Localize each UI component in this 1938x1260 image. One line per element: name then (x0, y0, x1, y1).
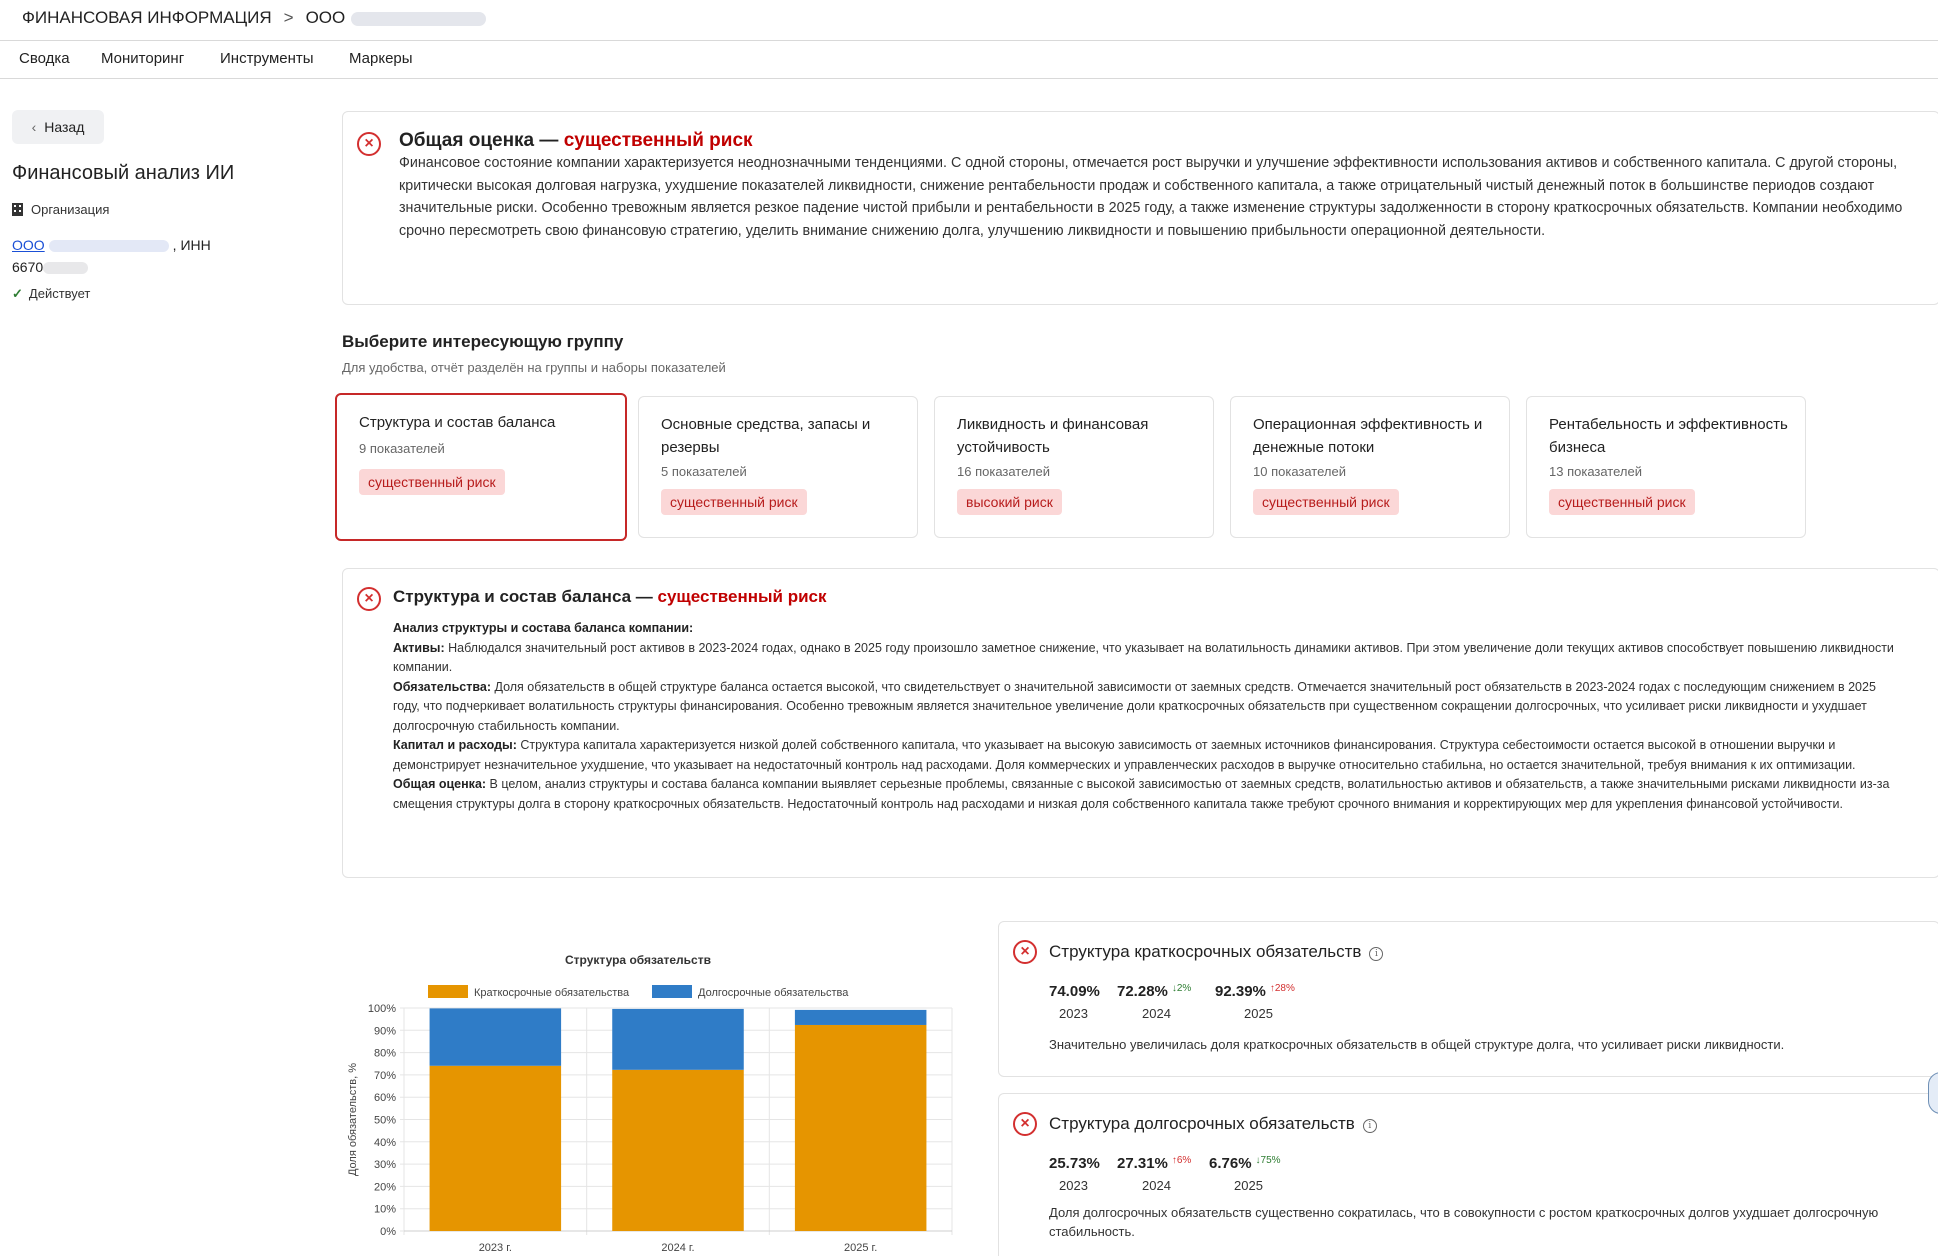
paragraph-label: Капитал и расходы: (393, 738, 517, 752)
group-card-count: 9 показателей (359, 441, 445, 456)
metric-delta: ↑28% (1269, 983, 1295, 994)
risk-x-icon: × (1013, 940, 1037, 964)
metric-value-text: 27.31% (1117, 1155, 1168, 1172)
group-card-title: Рентабельность и эффективность бизнеса (1549, 416, 1788, 456)
overall-title-prefix: Общая оценка — (399, 130, 564, 151)
legend-swatch (428, 985, 468, 998)
paragraph-text: Доля обязательств в общей структуре баланса остается высокой, что свидетельствует о значительной зависимости от заемных средств. Отмечается значительный рост обязательств в 2023-2024 годах с последующим снижением в 2025 году, что подчеркивает волатильность структуры финансирования. Особенно тревожным является значительное увеличение доли краткосрочных обязательств при существенном сокращении долгосрочных, что усиливает риски ликвидности и ухудшает долгосрочную стабильность компании. (393, 679, 1876, 733)
metric-value-text: 92.39% (1215, 983, 1266, 1000)
paragraph-label: Активы: (393, 640, 445, 655)
group-card-risk-badge: существенный риск (1549, 489, 1695, 515)
metric-card-short-term (998, 921, 1938, 1077)
x-tick-label: 2024 г. (661, 1242, 695, 1254)
breadcrumb (22, 8, 486, 28)
building-icon (12, 203, 23, 216)
legend-label: Краткосрочные обязательства (474, 987, 630, 999)
risk-x-icon: × (357, 587, 381, 611)
overall-assessment-title (399, 130, 753, 152)
group-card-risk-badge: существенный риск (359, 469, 505, 495)
tab-monitoring[interactable]: Мониторинг (101, 50, 185, 67)
y-tick-label: 20% (373, 1181, 396, 1194)
bar-segment (612, 1009, 744, 1070)
y-tick-label: 80% (373, 1047, 396, 1060)
tab-markers[interactable]: Маркеры (349, 50, 413, 67)
detail-paragraph-capital (393, 736, 1905, 775)
metric-value (1117, 1155, 1191, 1172)
tab-summary[interactable]: Сводка (19, 50, 70, 67)
legend-swatch (652, 985, 692, 998)
y-tick-label: 60% (373, 1092, 396, 1105)
group-card-risk-badge: высокий риск (957, 489, 1062, 515)
inn-prefix: 6670 (12, 259, 44, 275)
metric-value (1049, 1155, 1100, 1172)
group-card-count: 13 показателей (1549, 464, 1642, 479)
y-axis-label: Доля обязательств, % (347, 1062, 359, 1177)
chart-svg (342, 944, 962, 1255)
group-card-balance-structure[interactable] (335, 393, 627, 541)
paragraph-label: Обязательства: (393, 679, 491, 694)
metric-year: 2025 (1234, 1178, 1263, 1193)
group-card-operational-efficiency[interactable] (1230, 396, 1510, 538)
metric-title (1049, 942, 1383, 962)
metric-year: 2023 (1059, 1006, 1088, 1021)
detail-text (393, 619, 1905, 814)
group-card-liquidity[interactable] (934, 396, 1214, 538)
metric-year: 2023 (1059, 1178, 1088, 1193)
group-card-risk-badge: существенный риск (661, 489, 807, 515)
metric-year: 2024 (1142, 1006, 1171, 1021)
group-card-title: Операционная эффективность и денежные потоки (1253, 416, 1483, 456)
org-type (12, 202, 109, 217)
check-icon: ✓ (12, 286, 23, 301)
x-tick-label: 2023 г. (478, 1242, 512, 1254)
metric-description: Доля долгосрочных обязательств существенно сократилась, что в совокупности с ростом краткосрочных долгов ухудшает долгосрочную стабильность. (1049, 1205, 1879, 1239)
metric-value (1049, 983, 1100, 1000)
main-tabs (0, 40, 1938, 79)
metric-title (1049, 1114, 1377, 1134)
top-bar (0, 0, 1938, 41)
x-tick-label: 2025 г. (844, 1242, 878, 1254)
paragraph-text: Наблюдался значительный рост активов в 2023-2024 годах, однако в 2025 году произошло заметное снижение, что указывает на волатильность динамики активов. При этом увеличение доли текущих активов способствует повышению ликвидности компании. (393, 640, 1894, 674)
status-badge (12, 286, 90, 302)
redacted-inn (43, 262, 88, 274)
bar-segment (430, 1066, 562, 1231)
overall-risk-level: существенный риск (563, 130, 753, 151)
group-card-title: Ликвидность и финансовая устойчивость (957, 416, 1149, 456)
floating-action-button[interactable] (1928, 1072, 1938, 1114)
detail-paragraph-overall (393, 775, 1905, 814)
breadcrumb-section[interactable]: ФИНАНСОВАЯ ИНФОРМАЦИЯ (22, 8, 272, 27)
org-label: Организация (31, 202, 110, 217)
overall-assessment-card (342, 111, 1938, 305)
detail-paragraph-assets (393, 639, 1905, 678)
status-text: Действует (28, 286, 91, 301)
group-card-risk-badge: существенный риск (1253, 489, 1399, 515)
redacted-company-name (351, 12, 486, 26)
breadcrumb-separator: > (283, 8, 294, 27)
y-tick-label: 40% (373, 1136, 396, 1149)
risk-x-icon: × (1013, 1112, 1037, 1136)
group-card-title: Основные средства, запасы и резервы (661, 416, 871, 456)
chart-title: Структура обязательств (565, 953, 711, 967)
paragraph-text: Структура капитала характеризуется низкой долей собственного капитала, что указывает на высокую зависимость от заемных источников финансирования. Структура себестоимости остается высокой в отношении выручки и демонстрирует незначительное ухудшение, что указывает на недостаточный контроль над расходами. Доля коммерческих и управленческих расходов в выручке относительно стабильна, но остается значительной, требуя внимания к их оптимизации. (393, 738, 1856, 772)
metric-value-text: 6.76% (1209, 1155, 1252, 1172)
metric-delta: ↓75% (1255, 1155, 1281, 1166)
y-tick-label: 70% (373, 1069, 396, 1082)
back-label: Назад (44, 119, 85, 135)
breadcrumb-company: ООО (305, 8, 346, 27)
y-tick-label: 0% (380, 1226, 396, 1238)
y-tick-label: 100% (367, 1003, 396, 1015)
company-link[interactable]: ООО (12, 237, 45, 253)
metric-delta: ↑6% (1171, 1155, 1192, 1166)
metric-value-text: 74.09% (1049, 983, 1100, 1000)
group-card-fixed-assets[interactable] (638, 396, 918, 538)
group-card-count: 16 показателей (957, 464, 1050, 479)
detail-risk-level: существенный риск (657, 587, 827, 606)
metric-value (1215, 983, 1295, 1000)
metric-year: 2024 (1142, 1178, 1171, 1193)
group-card-profitability[interactable] (1526, 396, 1806, 538)
paragraph-label: Общая оценка: (393, 777, 487, 791)
back-button[interactable] (12, 110, 104, 144)
y-tick-label: 30% (373, 1159, 396, 1172)
paragraph-text: В целом, анализ структуры и состава баланса компании выявляет серьезные проблемы, связанные с высокой зависимостью от заемных средств, волатильностью активов и обязательств, а также значительными рисками ликвидности из-за смещения структуры долга в сторону краткосрочных обязательств. Недостаточный контроль над расходами и низкая доля собственного капитала также требуют срочного внимания и корректирующих мер для укрепления финансовой устойчивости. (393, 777, 1890, 811)
detail-paragraph-liabilities (393, 678, 1905, 737)
group-heading: Выберите интересующую группу (342, 332, 624, 351)
redacted-company-name (49, 240, 169, 252)
group-card-title: Структура и состав баланса (359, 414, 556, 431)
liabilities-structure-chart (342, 944, 962, 1255)
sidebar-title: Финансовый анализ ИИ (12, 162, 235, 184)
metric-value (1117, 983, 1191, 1000)
company-info (12, 234, 312, 278)
detail-title-prefix: Структура и состав баланса — (393, 587, 658, 606)
metric-value (1209, 1155, 1281, 1172)
bar-segment (795, 1010, 927, 1025)
legend-label: Долгосрочные обязательства (698, 987, 849, 999)
metric-value-text: 25.73% (1049, 1155, 1100, 1172)
y-tick-label: 10% (373, 1203, 396, 1216)
bar-segment (795, 1025, 927, 1231)
group-subheading: Для удобства, отчёт разделён на группы и наборы показателей (342, 360, 726, 375)
detail-intro: Анализ структуры и состава баланса компании: (393, 621, 694, 635)
bar-segment (612, 1070, 744, 1231)
chevron-left-icon: ‹ (31, 119, 37, 135)
metric-delta: ↓2% (1171, 983, 1192, 994)
group-card-count: 10 показателей (1253, 464, 1346, 479)
metric-title-text: Структура краткосрочных обязательств (1049, 942, 1362, 961)
metric-card-long-term (998, 1093, 1938, 1256)
info-icon[interactable]: i (1369, 947, 1383, 961)
metric-value-text: 72.28% (1117, 983, 1168, 1000)
metric-year: 2025 (1244, 1006, 1273, 1021)
metric-description: Значительно увеличилась доля краткосрочных обязательств в общей структуре долга, что усиливает риски ликвидности. (1049, 1037, 1785, 1052)
info-icon[interactable]: i (1363, 1119, 1377, 1133)
y-tick-label: 50% (373, 1114, 396, 1127)
tab-tools[interactable]: Инструменты (220, 50, 314, 67)
balance-structure-detail-card (342, 568, 1938, 878)
bar-segment (430, 1008, 562, 1065)
group-card-count: 5 показателей (661, 464, 747, 479)
risk-x-icon: × (357, 132, 381, 156)
detail-title (393, 587, 827, 607)
inn-label: , ИНН (172, 237, 211, 253)
overall-assessment-text: Финансовое состояние компании характеризуется неоднозначными тенденциями. С одной стороны, отмечается рост выручки и улучшение эффективности использования активов и собственного капитала. С другой стороны, критически высокая долговая нагрузка, ухудшение показателей ликвидности, снижение рентабельности продаж и собственного капитала, а также отрицательный чистый денежный поток в большинстве периодов создают значительные риски. Особенно тревожным является резкое падение чистой прибыли и рентабельности в 2025 году, а также изменение структуры задолженности в сторону краткосрочных обязательств. Компании необходимо срочно пересмотреть свою финансовую стратегию, уделить внимание снижению долга, улучшению ликвидности и повышению прибыльности операционной деятельности. (399, 155, 1903, 239)
metric-title-text: Структура долгосрочных обязательств (1049, 1114, 1355, 1133)
y-tick-label: 90% (373, 1025, 396, 1038)
